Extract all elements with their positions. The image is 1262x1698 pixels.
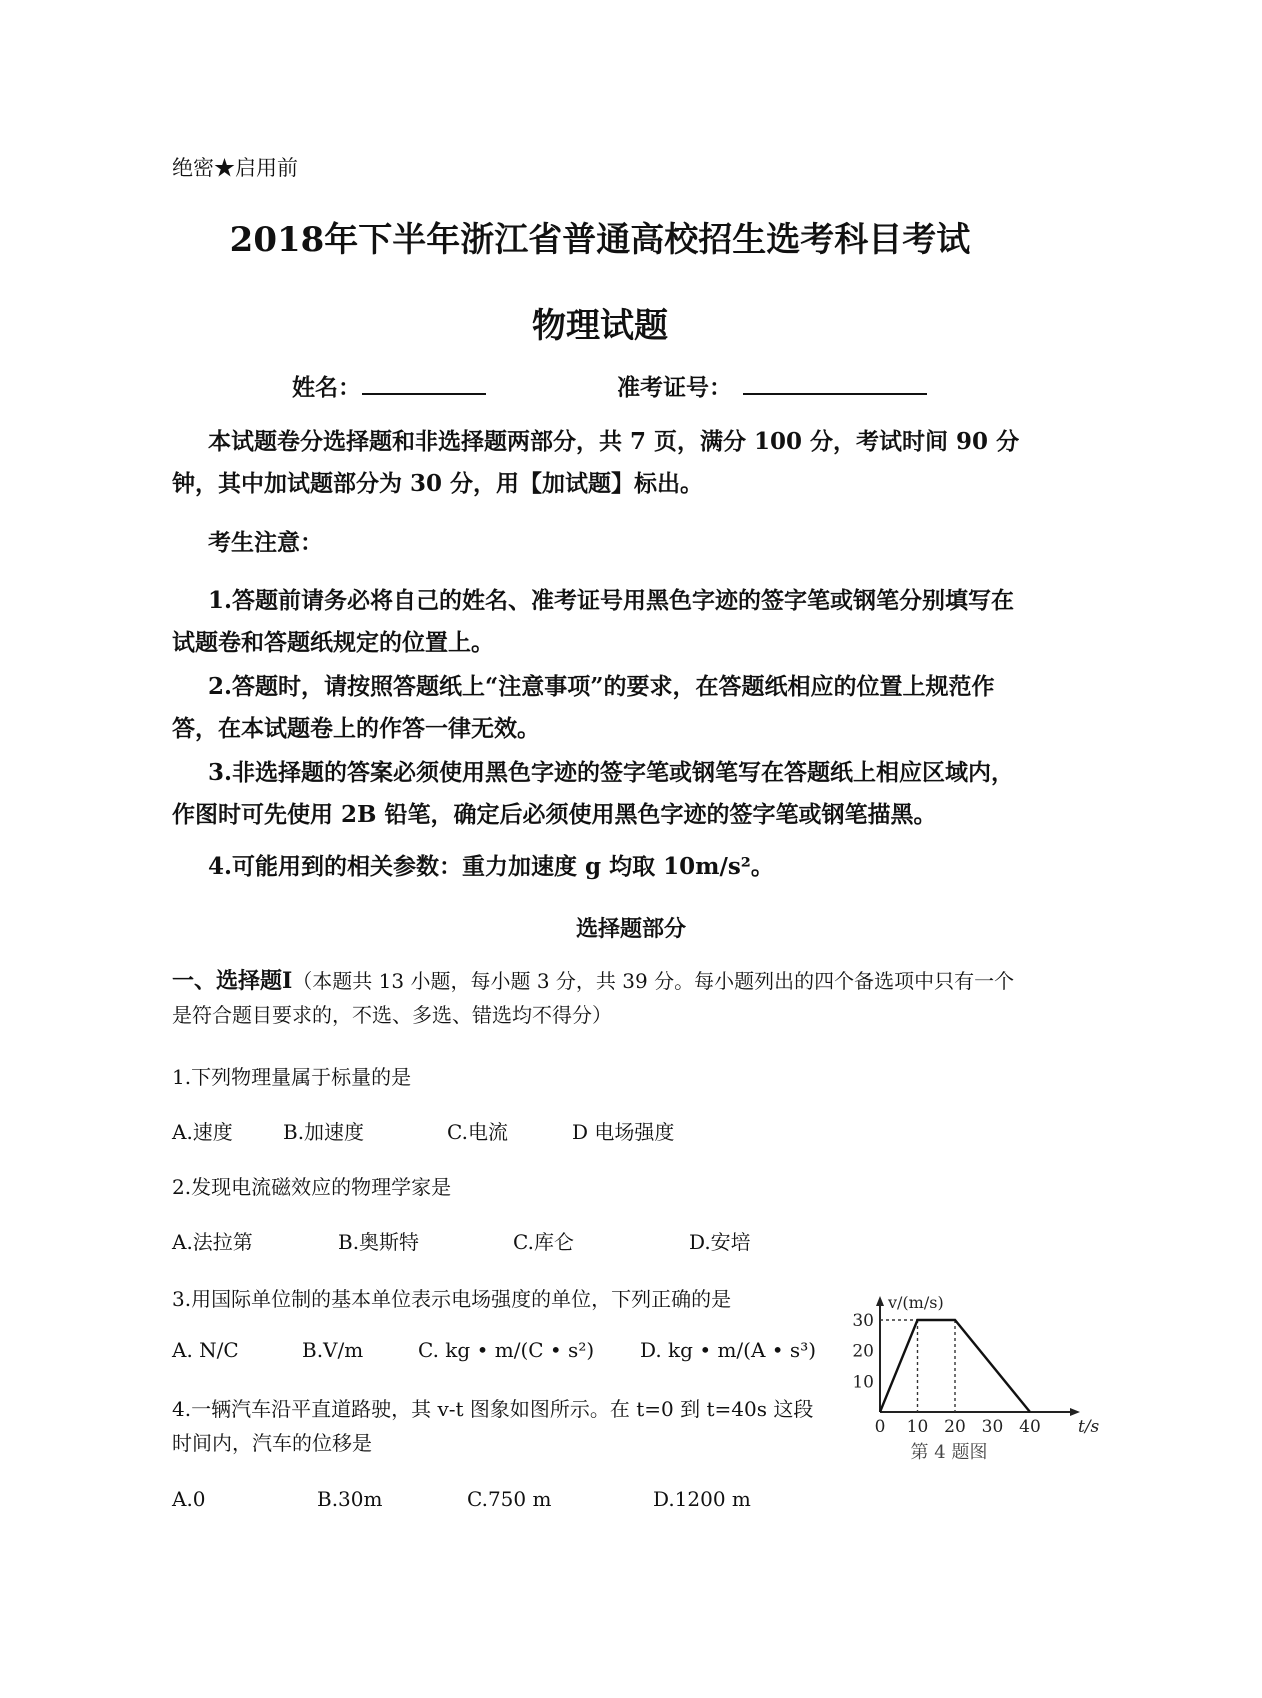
id-label: 准考证号： [617,374,732,401]
notice-title: 考生注意： [208,529,323,556]
note-2-line-2: 答，在本试题卷上的作答一律无效。 [172,715,540,742]
q1-option-b: B.加速度 [283,1120,365,1144]
x-tick-label-4: 40 [1019,1417,1041,1437]
x-tick-label-0: 0 [874,1417,886,1437]
note-4-line-1: 4.可能用到的相关参数：重力加速度 g 均取 10m/s²。 [208,853,774,880]
note-3 [172,752,1052,836]
section-title: 选择题部分 [575,916,686,942]
intro-paragraph [172,421,1052,505]
y-axis-label: v/(m/s) [888,1293,944,1312]
intro-line-2: 钟，其中加试题部分为 30 分，用【加试题】标出。 [172,470,704,497]
x-axis-label: t/s [1078,1417,1100,1437]
intro-line-1: 本试题卷分选择题和非选择题两部分，共 7 页，满分 100 分，考试时间 90 分 [208,428,1020,455]
y-tick-label-0: 10 [852,1372,874,1393]
name-label: 姓名： [292,374,361,401]
x-axis-arrow [1070,1408,1080,1416]
q4-option-a: A.0 [172,1487,206,1511]
q3-option-c: C. kg • m/(C • s²) [418,1338,595,1362]
id-blank [743,393,927,395]
note-3-line-1: 3.非选择题的答案必须使用黑色字迹的签字笔或钢笔写在答题纸上相应区域内， [208,759,1015,786]
q1-option-a: A.速度 [172,1120,233,1144]
q4-stem-line-1: 4.一辆汽车沿平直道路驶，其 v-t 图象如图所示。在 t=0 到 t=40s 这段 [172,1397,814,1421]
vt-graph [842,1290,1100,1463]
x-tick-label-2: 20 [944,1417,966,1437]
section-heading-bold: 一、选择题Ⅰ [172,968,293,994]
x-tick-label-1: 10 [906,1417,929,1437]
question-1-stem: 1.下列物理量属于标量的是 [172,1065,412,1089]
q4-option-c: C.750 m [467,1487,552,1511]
note-2 [172,666,1052,750]
q2-option-c: C.库仑 [513,1230,574,1254]
q2-option-b: B.奥斯特 [338,1230,420,1254]
section-heading-rest: （本题共 13 小题，每小题 3 分，共 39 分。每小题列出的四个备选项中只有一个 [292,969,1015,993]
question-2-stem: 2.发现电流磁效应的物理学家是 [172,1175,452,1199]
secret-label: 绝密★启用前 [172,156,298,180]
q3-option-d: D. kg • m/(A • s³) [640,1338,817,1362]
x-tick-label-3: 30 [981,1417,1004,1437]
note-3-line-2: 作图时可先使用 2B 铅笔，确定后必须使用黑色字迹的签字笔或钢笔描黑。 [172,801,937,828]
note-4 [172,846,1052,888]
q4-option-b: B.30m [317,1487,383,1511]
section-heading-line-2: 是符合题目要求的，不选、多选、错选均不得分） [172,1003,612,1027]
note-2-line-1: 2.答题时，请按照答题纸上“注意事项”的要求，在答题纸相应的位置上规范作 [208,673,995,700]
y-axis-arrow [876,1296,884,1306]
q2-option-a: A.法拉第 [172,1230,253,1254]
note-1 [172,580,1052,664]
name-blank [362,393,486,395]
exam-subtitle: 物理试题 [532,306,668,346]
q3-option-b: B.V/m [302,1338,364,1362]
section-heading [172,964,1052,1032]
q2-option-d: D.安培 [689,1230,751,1254]
note-1-line-2: 试题卷和答题纸规定的位置上。 [172,629,494,656]
y-tick-label-2: 30 [852,1311,874,1331]
q4-stem-line-2: 时间内，汽车的位移是 [172,1431,372,1455]
q1-option-d: D 电场强度 [572,1120,675,1144]
q1-option-c: C.电流 [447,1120,508,1144]
y-tick-label-1: 20 [852,1341,874,1362]
question-4-stem [172,1392,832,1460]
exam-title: 2018年下半年浙江省普通高校招生选考科目考试 [229,220,971,260]
figure-caption: 第 4 题图 [910,1442,988,1463]
q4-option-d: D.1200 m [653,1487,751,1511]
question-3-stem: 3.用国际单位制的基本单位表示电场强度的单位，下列正确的是 [172,1287,732,1311]
note-1-line-1: 1.答题前请务必将自己的姓名、准考证号用黑色字迹的签字笔或钢笔分别填写在 [208,587,1015,614]
q3-option-a: A. N/C [172,1338,239,1362]
